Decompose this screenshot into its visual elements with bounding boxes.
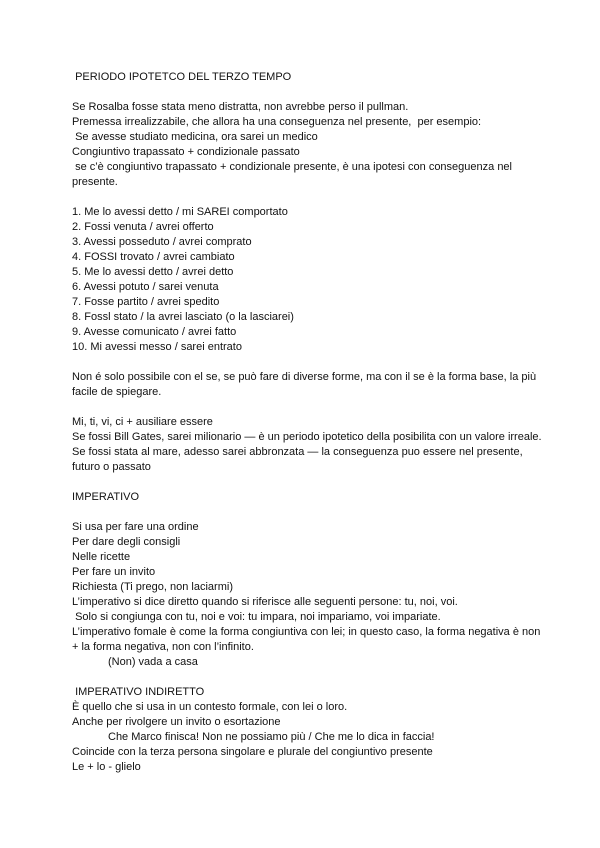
imperativo-indiretto-heading: IMPERATIVO INDIRETTO xyxy=(72,686,205,698)
example-item: 1. Me lo avessi detto / mi SAREI comportato xyxy=(72,206,288,218)
intro-line: Se avesse studiato medicina, ora sarei un medico xyxy=(72,131,318,143)
intro-line: Congiuntivo trapassato + condizionale passato xyxy=(72,146,300,158)
spacer xyxy=(72,670,542,685)
imperativo-indiretto-line: Le + lo - glielo xyxy=(72,761,141,773)
imperativo-line: Richiesta (Ti prego, non laciarmi) xyxy=(72,581,233,593)
example-item: 9. Avesse comunicato / avrei fatto xyxy=(72,326,237,338)
spacer xyxy=(72,505,542,520)
intro-line: Premessa irrealizzabile, che allora ha una conseguenza nel presente, per esempio: xyxy=(72,116,482,128)
spacer xyxy=(72,355,542,370)
example-item: 2. Fossi venuta / avrei offerto xyxy=(72,221,214,233)
spacer xyxy=(72,190,542,205)
examples-list xyxy=(72,205,542,355)
example-item: 8. Fossl stato / la avrei lasciato (o la lasciarei) xyxy=(72,311,294,323)
document-page xyxy=(72,70,542,775)
example-item: 10. Mi avessi messo / sarei entrato xyxy=(72,341,242,353)
imperativo-line: L’imperativo fomale è come la forma congiuntiva con lei; in questo caso, la forma negativa è non + la forma negativa, non con l’infinito. xyxy=(72,626,544,653)
imperativo-indiretto-line: È quello che si usa in un contesto formale, con lei o loro. xyxy=(72,701,348,713)
imperativo-indiretto-example: Che Marco finisca! Non ne possiamo più / Che me lo dica in faccia! xyxy=(108,731,435,743)
note-paragraph: Non é solo possibile con el se, se può fare di diverse forme, ma con il se è la forma base, la più facile de spiegare. xyxy=(72,371,540,398)
spacer xyxy=(72,475,542,490)
imperativo-line: Per fare un invito xyxy=(72,566,156,578)
example-item: 7. Fosse partito / avrei spedito xyxy=(72,296,220,308)
intro-line: Se Rosalba fosse stata meno distratta, non avrebbe perso il pullman. xyxy=(72,101,409,113)
example-item: 6. Avessi potuto / sarei venuta xyxy=(72,281,219,293)
intro-line: se c’è congiuntivo trapassato + condizionale presente, è una ipotesi con conseguenza nel presente. xyxy=(72,161,516,188)
essere-line: Mi, ti, vi, ci + ausiliare essere xyxy=(72,416,213,428)
imperativo-heading: IMPERATIVO xyxy=(72,491,140,503)
example-item: 4. FOSSI trovato / avrei cambiato xyxy=(72,251,235,263)
example-item: 5. Me lo avessi detto / avrei detto xyxy=(72,266,234,278)
imperativo-line: Per dare degli consigli xyxy=(72,536,181,548)
essere-line: Se fossi Bill Gates, sarei milionario — è un periodo ipotetico della posibilita con un valore irreale. xyxy=(72,431,542,443)
spacer xyxy=(72,400,542,415)
imperativo-line: Solo si congiunga con tu, noi e voi: tu impara, noi impariamo, voi impariate. xyxy=(72,611,441,623)
imperativo-example: (Non) vada a casa xyxy=(108,656,198,668)
imperativo-line: Si usa per fare una ordine xyxy=(72,521,199,533)
imperativo-indiretto-line: Coincide con la terza persona singolare e plurale del congiuntivo presente xyxy=(72,746,433,758)
imperativo-line: Nelle ricette xyxy=(72,551,131,563)
imperativo-line: L’imperativo si dice diretto quando si riferisce alle seguenti persone: tu, noi, voi. xyxy=(72,596,458,608)
spacer xyxy=(72,85,542,100)
example-item: 3. Avessi posseduto / avrei comprato xyxy=(72,236,252,248)
imperativo-indiretto-line: Anche per rivolgere un invito o esortazione xyxy=(72,716,281,728)
essere-line: Se fossi stata al mare, adesso sarei abbronzata — la conseguenza puo essere nel presente, futuro o passato xyxy=(72,446,526,473)
page-title: PERIODO IPOTETCO DEL TERZO TEMPO xyxy=(72,71,292,83)
